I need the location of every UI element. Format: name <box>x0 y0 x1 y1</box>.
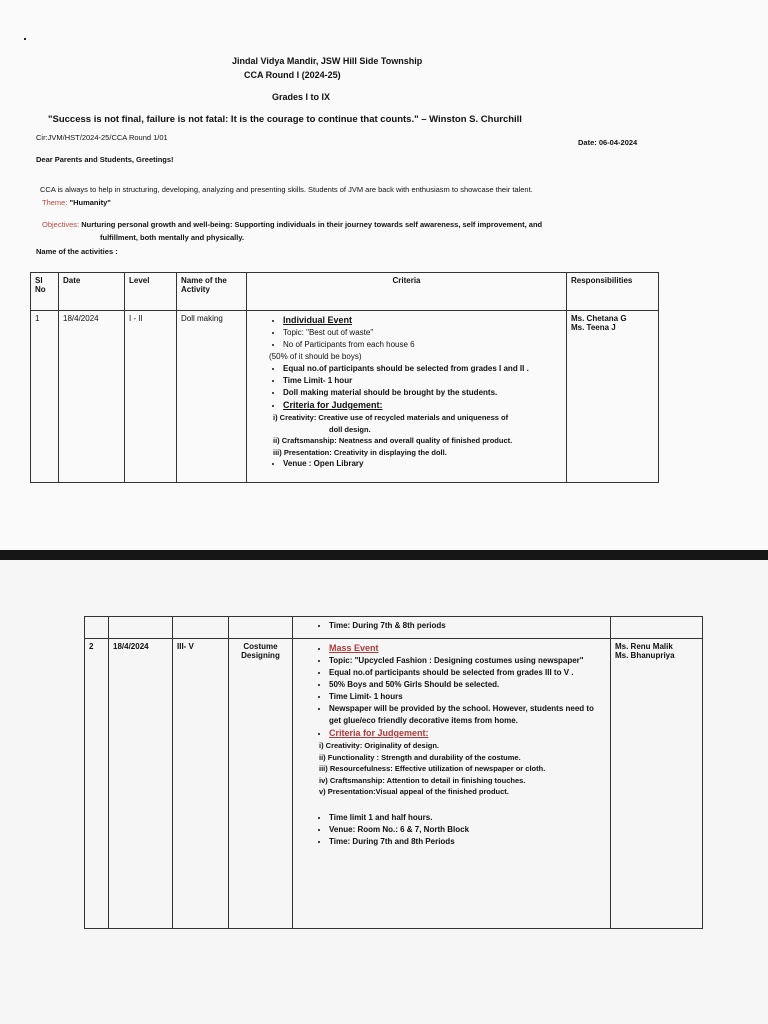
objectives-text-cont: fulfillment, both mentally and physically. <box>100 233 245 242</box>
row1-venue: • Venue : Open Library <box>283 458 562 470</box>
teacher-name: Ms. Chetana G <box>571 314 627 323</box>
row1-judgement-title: Criteria for Judgement: <box>283 400 383 410</box>
teacher-name: Ms. Bhanupriya <box>615 651 675 660</box>
judgement-item: doll design. <box>329 424 371 434</box>
row2-bullet: • Time Limit- 1 hours <box>329 691 606 703</box>
teacher-name: Ms. Renu Malik <box>615 642 673 651</box>
row1-bullet: • Doll making material should be brought by the students. <box>283 387 562 399</box>
row1-activity: Doll making <box>177 311 247 483</box>
row1-level: I - II <box>125 311 177 483</box>
quote: "Success is not final, failure is not fatal: It is the courage to continue that counts." – Winston S. Churchill <box>48 114 522 125</box>
round-title: CCA Round I (2024-25) <box>244 70 341 80</box>
row2-date: 18/4/2024 <box>109 639 173 929</box>
judgement-item: iii) Resourcefulness: Effective utilization of newspaper or cloth. <box>319 764 546 773</box>
cca-intro: CCA is always to help in structuring, developing, analyzing and presenting skills. Students of JVM are back with enthusiasm to showcase their talent. <box>40 185 533 194</box>
col-activity: Name of the Activity <box>177 273 247 311</box>
row1-bullet: • No of Participants from each house 6 <box>283 339 562 351</box>
row1-criteria <box>247 311 567 483</box>
judgement-item: ii) Craftsmanship: Neatness and overall quality of finished product. <box>273 436 513 445</box>
circular-ref: Cir:JVM/HST/2024-25/CCA Round 1/01 <box>36 133 168 142</box>
row2-judgement-title: Criteria for Judgement: <box>329 728 429 738</box>
row2-responsibilities <box>611 639 703 929</box>
table-header-row <box>31 273 659 311</box>
row1-bullet: • Time Limit- 1 hour <box>283 375 562 387</box>
theme-label: Theme: <box>42 198 68 207</box>
judgement-item: i) Creativity: Originality of design. <box>319 741 440 750</box>
row2-bullet: • Topic: "Upcycled Fashion : Designing costumes using newspaper" <box>329 655 606 667</box>
judgement-item: i) Creativity: Creative use of recycled materials and uniqueness of <box>273 413 509 422</box>
judgement-item: iii) Presentation: Creativity in displaying the doll. <box>273 447 447 457</box>
row2-criteria <box>293 639 611 929</box>
row1-event-type: Individual Event <box>283 315 353 325</box>
document-page-2 <box>0 560 768 1024</box>
grades-title: Grades I to IX <box>272 92 331 102</box>
row2-level: III- V <box>173 639 229 929</box>
table-row <box>31 311 659 483</box>
row2-extra: • Time limit 1 and half hours. <box>329 812 606 824</box>
col-date: Date <box>59 273 125 311</box>
table-row <box>85 617 703 639</box>
activities-label: Name of the activities : <box>36 247 118 256</box>
school-name: Jindal Vidya Mandir, JSW Hill Side Township <box>232 56 423 66</box>
row2-judgement <box>315 740 606 798</box>
row2-sl: 2 <box>85 639 109 929</box>
col-level: Level <box>125 273 177 311</box>
row1-sl: 1 <box>31 311 59 483</box>
row1-bullet: • Equal no.of participants should be selected from grades I and II . <box>283 363 562 375</box>
row2-bullet: • Newspaper will be provided by the school. However, students need to get glue/eco friendly decorative items from home. <box>329 703 606 727</box>
judgement-item: iv) Craftsmanship: Attention to detail in finishing touches. <box>319 775 526 785</box>
teacher-name: Ms. Teena J <box>571 323 616 332</box>
row1-judgement <box>269 412 562 458</box>
col-sl: Sl No <box>31 273 59 311</box>
circular-date: Date: 06-04-2024 <box>578 138 638 147</box>
continued-time-cell <box>293 617 611 639</box>
speck <box>24 38 26 40</box>
activities-table-continued <box>84 616 703 929</box>
col-criteria: Criteria <box>247 273 567 311</box>
objectives-label: Objectives: <box>42 220 80 229</box>
row1-bullet: • Topic: "Best out of waste" <box>283 327 562 339</box>
greeting: Dear Parents and Students, Greetings! <box>36 155 174 164</box>
activities-table <box>30 272 659 483</box>
objectives-line <box>42 220 542 229</box>
judgement-item: ii) Functionality : Strength and durability of the costume. <box>319 752 521 762</box>
continued-time: • Time: During 7th & 8th periods <box>329 620 606 632</box>
judgement-item: v) Presentation:Visual appeal of the finished product. <box>319 787 509 796</box>
page-separator <box>0 550 768 560</box>
objectives-text: Nurturing personal growth and well-being: Supporting individuals in their journey towards self awareness, self improvement, and <box>81 220 543 229</box>
row2-activity: Costume Designing <box>229 639 293 929</box>
row2-bullet: • Equal no.of participants should be selected from grades III to V . <box>329 667 606 679</box>
row1-responsibilities <box>567 311 659 483</box>
row2-extra: • Time: During 7th and 8th Periods <box>329 836 606 848</box>
row2-extra: • Venue: Room No.: 6 & 7, North Block <box>329 824 606 836</box>
row2-event-type: Mass Event <box>329 643 379 653</box>
row1-bullet: (50% of it should be boys) <box>269 352 362 361</box>
theme-value: "Humanity" <box>69 198 111 207</box>
row2-bullet: • 50% Boys and 50% Girls Should be selected. <box>329 679 606 691</box>
theme-line <box>42 198 111 207</box>
col-responsibilities: Responsibilities <box>567 273 659 311</box>
table-row <box>85 639 703 929</box>
row1-date: 18/4/2024 <box>59 311 125 483</box>
